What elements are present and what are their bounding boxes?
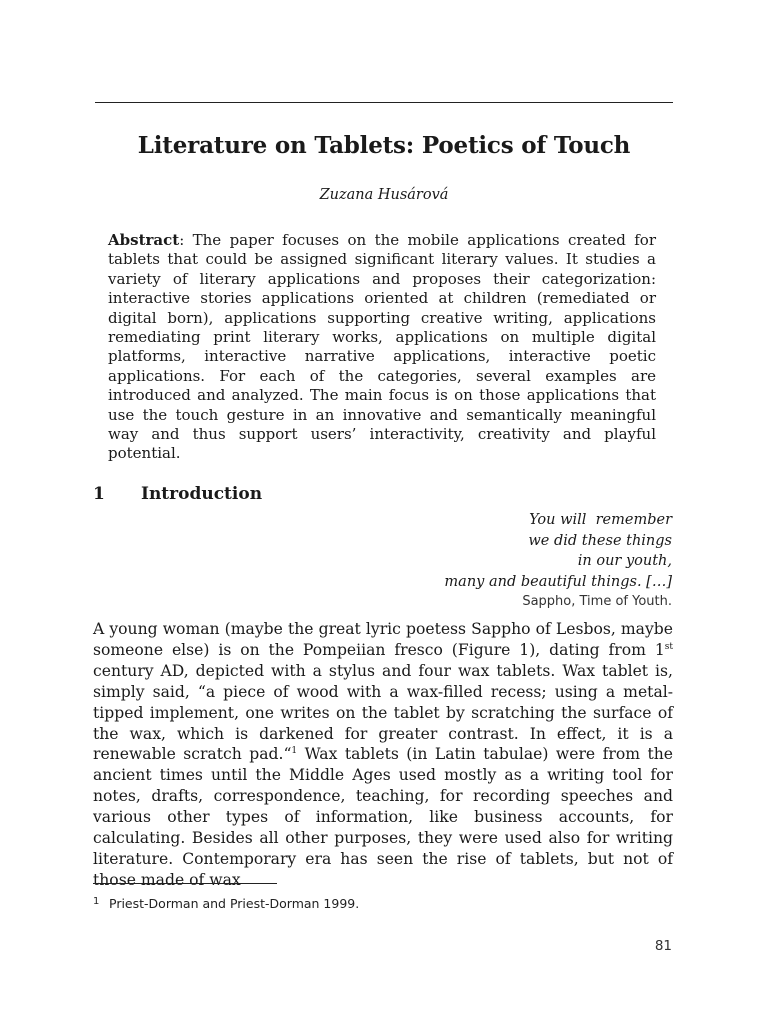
body-paragraph — [93, 619, 673, 891]
abstract-label: Abstract — [108, 231, 180, 249]
epigraph-attribution: Sappho, Time of Youth. — [522, 594, 672, 610]
paper-title: Literature on Tablets: Poetics of Touch — [137, 132, 631, 159]
epigraph-line: many and beautiful things. […] — [444, 573, 672, 590]
epigraph-line: You will remember — [529, 512, 672, 528]
epigraph-line: we did these things — [528, 532, 672, 549]
epigraph — [444, 510, 672, 613]
footnote — [93, 896, 359, 911]
footnote-rule — [93, 883, 277, 884]
author-name: Zuzana Husárová — [319, 187, 449, 203]
top-rule — [95, 102, 673, 103]
footnote-reference[interactable]: 1 — [291, 746, 298, 757]
epigraph-line: in our youth, — [577, 553, 672, 570]
section-heading — [93, 484, 262, 504]
ordinal-superscript: st — [664, 641, 673, 652]
section-title: Introduction — [141, 484, 263, 504]
abstract — [108, 231, 656, 464]
abstract-text: : The paper focuses on the mobile applications created for tablets that could be assigned significant literary values. It studies a variety of literary applications and proposes their categorization: interactive stories applications oriented at children (remediated or digital born), applications supporting creative writing, applications remediating print literary works, applications on multiple digital platforms, interactive narrative applications, interactive poetic applications. For each of the categories, several examples are introduced and analyzed. The main focus is on those applications that use the touch gesture in an innovative and semantically meaningful way and thus support users’ interactivity, creativity and playful potential. — [108, 231, 656, 463]
body-text-part: century AD, depicted with a stylus and four wax tablets. Wax tablet is, simply said, “a piece of wood with a wax-filled recess; using a metal-tipped implement, one writes on the tablet by scratching the surface of the wax, which is darkened for greater contrast. In effect, it is a renewable scratch pad.“ — [93, 661, 673, 764]
body-text-part: A young woman (maybe the great lyric poetess Sappho of Lesbos, maybe someone else) is on the Pompeiian fresco (Figure 1), dating from 1 — [93, 620, 673, 659]
body-text-part: Wax tablets (in Latin tabulae) were from the ancient times until the Middle Ages used mostly as a writing tool for notes, drafts, correspondence, teaching, for recording speeches and various other types of information, like business accounts, for calculating. Besides all other purposes, they were used also for writing literature. Contemporary era has seen the rise of tablets, but not of those made of wax — [93, 745, 673, 889]
section-number: 1 — [93, 484, 105, 504]
page-number: 81 — [654, 938, 672, 954]
footnote-text: Priest-Dorman and Priest-Dorman 1999. — [109, 896, 360, 911]
footnote-number: 1 — [93, 896, 100, 907]
